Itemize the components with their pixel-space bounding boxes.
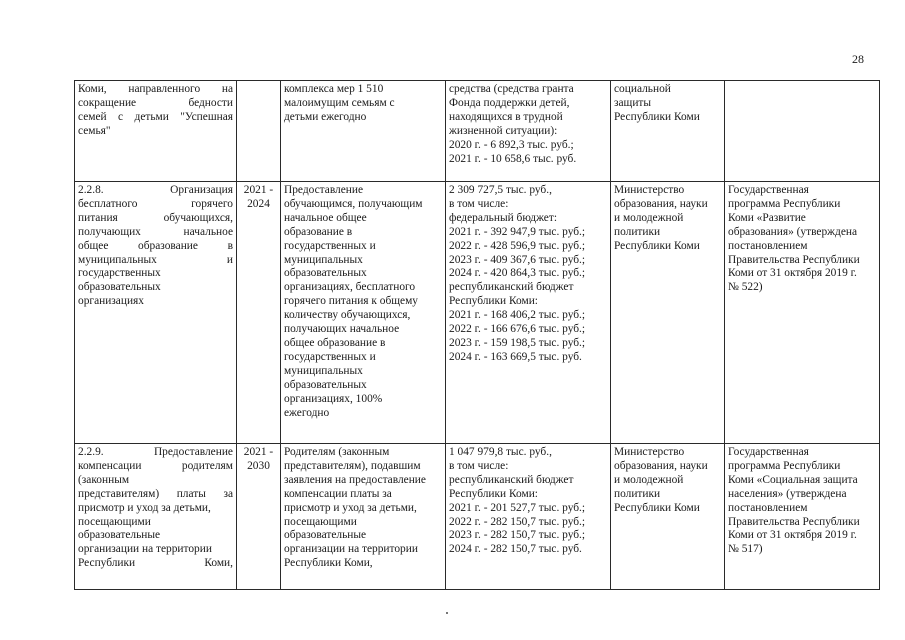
measure-name-line: семья" [78, 124, 111, 137]
measure-name-line: общее образование в [78, 239, 233, 252]
measure-name-line: питания обучающихся, [78, 211, 233, 224]
measure-name-cell [75, 182, 237, 444]
table-row [75, 444, 880, 590]
executor-cell: социальной защиты Республики Коми [611, 81, 725, 182]
page-number: 28 [852, 52, 864, 66]
measure-name-line: бесплатного горячего [78, 197, 233, 210]
period-cell: 2021 - 2024 [237, 182, 281, 444]
measure-name-line: государственных образовательных организациях [78, 267, 161, 308]
measure-name-cell [75, 81, 237, 182]
program-cell: Государственная программа Республики Коми «Социальная защита населения» (утверждена постановлением Правительства Республики Коми от 31 октября 2019 г. № 517) [725, 444, 880, 590]
indicator-cell: комплекса мер 1 510 малоимущим семьям с детьми ежегодно [281, 81, 446, 182]
period-cell: 2021 - 2030 [237, 444, 281, 590]
table-row [75, 81, 880, 182]
measure-name-line: Республики Коми, [78, 557, 233, 570]
measure-name-line: муниципальных и [78, 253, 233, 266]
measure-name-cell [75, 444, 237, 590]
measure-name-line: получающих начальное [78, 225, 233, 238]
period-cell [237, 81, 281, 182]
funding-cell: 2 309 727,5 тыс. руб., в том числе: федеральный бюджет: 2021 г. - 392 947,9 тыс. руб.; 2022 г. - 428 596,9 тыс. руб.; 2023 г. - 409 367,6 тыс. руб.; 2024 г. - 420 864,3 тыс. руб.; республиканский бюджет Республики Коми: 2021 г. - 168 406,2 тыс. руб.; 2022 г. - 166 676,6 тыс. руб.; 2023 г. - 159 198,5 тыс. руб.; 2024 г. - 163 669,5 тыс. руб. [446, 182, 611, 444]
measure-name-line: семей с детьми "Успешная [78, 110, 233, 123]
program-cell [725, 81, 880, 182]
measure-name-line: 2.2.8. Организация [78, 184, 233, 196]
measure-name-line: 2.2.9. Предоставление [78, 446, 233, 458]
executor-cell: Министерство образования, науки и молодежной политики Республики Коми [611, 444, 725, 590]
measure-name-line: Коми, направленного на [78, 83, 233, 95]
measure-name-line: компенсации родителям [78, 459, 233, 472]
measure-name-line: представителям) платы за [78, 487, 233, 500]
measures-table [74, 80, 880, 590]
funding-cell: средства (средства гранта Фонда поддержки детей, находящихся в трудной жизненной ситуации): 2020 г. - 6 892,3 тыс. руб.; 2021 г. - 10 658,6 тыс. руб. [446, 81, 611, 182]
program-cell: Государственная программа Республики Коми «Развитие образования» (утверждена постановлением Правительства Республики Коми от 31 октября 2019 г. № 522) [725, 182, 880, 444]
table-row [75, 182, 880, 444]
measure-name-line: присмотр и уход за детьми, посещающими образовательные организации на территории [78, 501, 212, 556]
indicator-cell: Предоставление обучающимся, получающим начальное общее образование в государственных и муниципальных образовательных организациях, бесплатного горячего питания к общему количеству обучающихся, получающих начальное общее образование в государственных и муниципальных образовательных организациях, 100% ежегодно [281, 182, 446, 444]
indicator-cell: Родителям (законным представителям), подавшим заявления на предоставление компенсации платы за присмотр и уход за детьми, посещающими образовательные организации на территории Республики Коми, [281, 444, 446, 590]
executor-cell: Министерство образования, науки и молодежной политики Республики Коми [611, 182, 725, 444]
measure-name-line: (законным [78, 473, 130, 486]
funding-cell: 1 047 979,8 тыс. руб., в том числе: республиканский бюджет Республики Коми: 2021 г. - 201 527,7 тыс. руб.; 2022 г. - 282 150,7 тыс. руб.; 2023 г. - 282 150,7 тыс. руб.; 2024 г. - 282 150,7 тыс. руб. [446, 444, 611, 590]
scan-dot [446, 612, 448, 614]
measure-name-line: сокращение бедности [78, 96, 233, 109]
